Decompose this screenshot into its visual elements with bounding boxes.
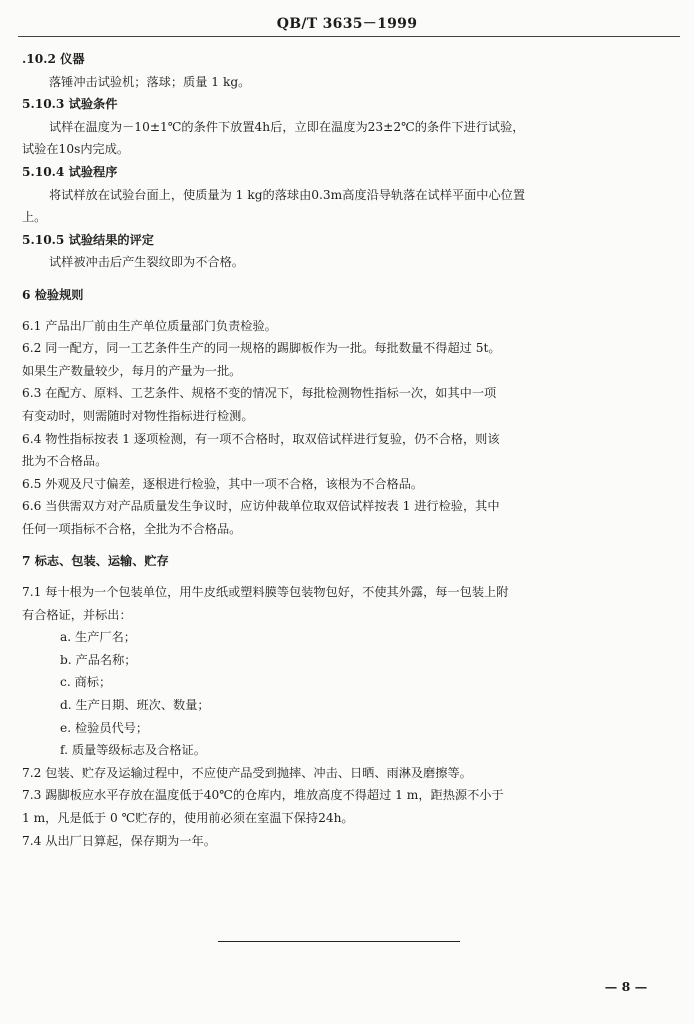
header-rule — [18, 36, 680, 37]
list-item: e. 检验员代号； — [60, 720, 149, 735]
clause-6-2-line-1: 6.2 同一配方，同一工艺条件生产的同一规格的踢脚板作为一批。每批数量不得超过 5t。 — [22, 341, 501, 356]
list-item: a. 生产厂名； — [60, 630, 136, 645]
clause-6-4-line-2: 批为不合格品。 — [22, 454, 108, 469]
clause-6-3-line-1: 6.3 在配方、原料、工艺条件、规格不变的情况下，每批检测物性指标一次，如其中一项 — [22, 386, 497, 401]
clause-6-6-line-2: 任何一项指标不合格，全批为不合格品。 — [22, 521, 242, 536]
document-body — [22, 48, 670, 852]
clause-6-6-line-1: 6.6 当供需双方对产品质量发生争议时，应访仲裁单位取双倍试样按表 1 进行检验，其中 — [22, 499, 500, 514]
section-6-heading: 6 检验规则 — [22, 287, 84, 302]
clause-6-1: 6.1 产品出厂前由生产单位质量部门负责检验。 — [22, 318, 277, 333]
clause-7-1-line-2: 有合格证，并标出： — [22, 607, 132, 622]
section-5-10-3-line-2: 试验在10s内完成。 — [22, 142, 130, 157]
clause-6-5: 6.5 外观及尺寸偏差，逐根进行检验，其中一项不合格，该根为不合格品。 — [22, 476, 424, 491]
clause-6-2-line-2: 如果生产数量较少，每月的产量为一批。 — [22, 363, 242, 378]
section-7-heading: 7 标志、包装、运输、贮存 — [22, 554, 169, 569]
clause-7-4: 7.4 从出厂日算起，保存期为一年。 — [22, 833, 216, 848]
clause-7-2: 7.2 包装、贮存及运输过程中，不应使产品受到抛摔、冲击、日晒、雨淋及磨擦等。 — [22, 765, 472, 780]
section-5-10-4-line-1: 将试样放在试验台面上，使质量为 1 kg的落球由0.3m高度沿导轨落在试样平面中心位置 — [49, 187, 526, 202]
end-of-text-rule — [218, 941, 460, 942]
list-item: b. 产品名称； — [60, 652, 137, 667]
clause-6-3-line-2: 有变动时，则需随时对物性指标进行检测。 — [22, 408, 254, 423]
section-5-10-3-line-1: 试样在温度为－10±1℃的条件下放置4h后，立即在温度为23±2℃的条件下进行试验， — [49, 119, 525, 134]
section-5-10-5-heading: 5.10.5 试验结果的评定 — [22, 232, 154, 247]
section-5-10-4-line-2: 上。 — [22, 210, 47, 225]
list-item: d. 生产日期、班次、数量； — [60, 698, 210, 713]
section-5-10-2-heading: .10.2 仪器 — [22, 52, 85, 66]
clause-7-3-line-1: 7.3 踢脚板应水平存放在温度低于40℃的仓库内，堆放高度不得超过 1 m，距热源不小于 — [22, 788, 504, 803]
section-5-10-4-heading: 5.10.4 试验程序 — [22, 164, 118, 179]
page-header-standard-number: QB/T 3635－1999 — [276, 16, 418, 32]
page-number: — 8 — — [604, 979, 648, 994]
list-item: c. 商标； — [60, 675, 112, 690]
section-5-10-3-heading: 5.10.3 试验条件 — [22, 97, 118, 112]
clause-7-1-line-1: 7.1 每十根为一个包装单位，用牛皮纸或塑料膜等包装物包好，不使其外露，每一包装上附 — [22, 585, 509, 600]
section-5-10-2-text: 落锤冲击试验机；落球；质量 1 kg。 — [49, 74, 251, 89]
clause-6-4-line-1: 6.4 物性指标按表 1 逐项检测，有一项不合格时，取双倍试样进行复验，仍不合格，则该 — [22, 431, 500, 446]
list-item: f. 质量等级标志及合格证。 — [60, 743, 206, 758]
section-5-10-5-text: 试样被冲击后产生裂纹即为不合格。 — [49, 255, 244, 270]
clause-7-3-line-2: 1 m，凡是低于 0 ℃贮存的，使用前必须在室温下保持24h。 — [22, 811, 354, 825]
